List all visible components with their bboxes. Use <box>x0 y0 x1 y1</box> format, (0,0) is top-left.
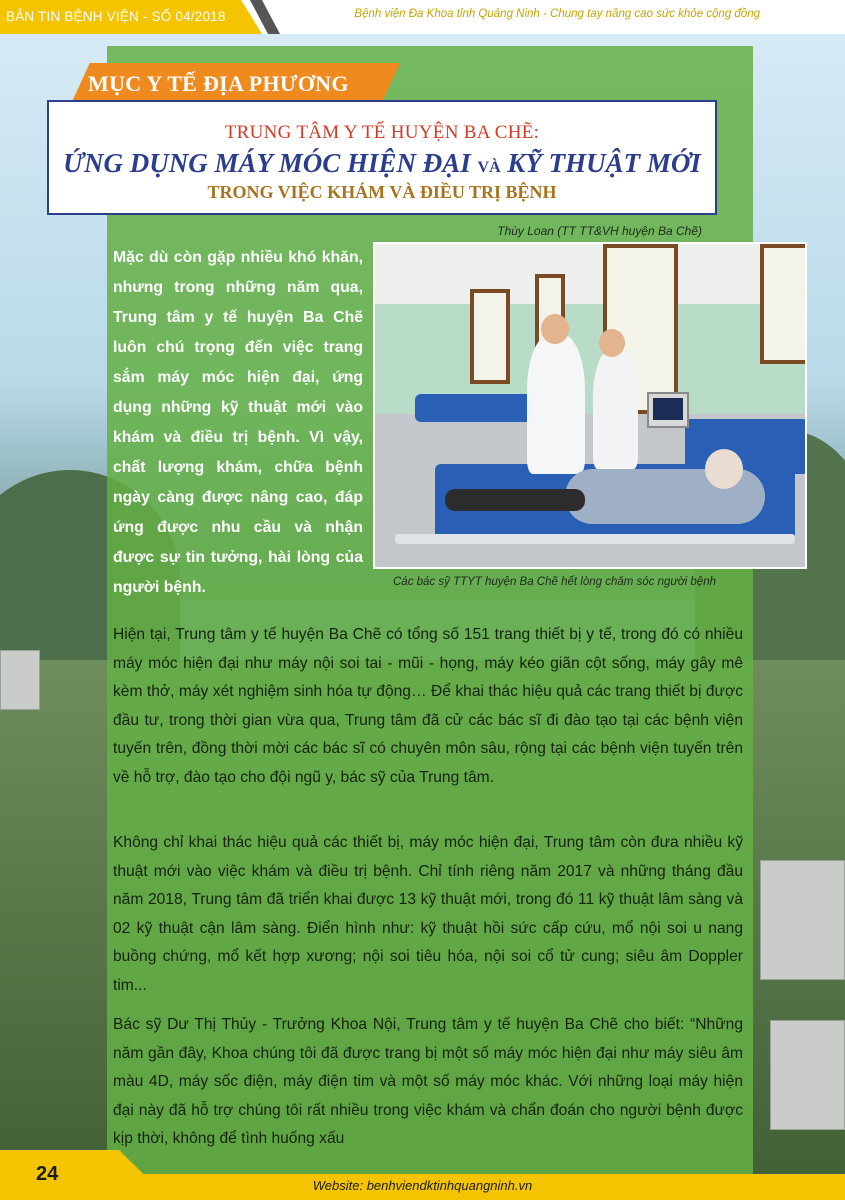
newsletter-title: BẢN TIN BỆNH VIỆN - SỐ 04/2018 <box>6 9 226 24</box>
background-building <box>770 1020 845 1130</box>
background-building <box>0 650 40 710</box>
header-tagline: Bệnh viện Đa Khoa tỉnh Quảng Ninh - Chung tay nâng cao sức khỏe cộng đồng <box>354 8 760 20</box>
article-author: Thùy Loan (TT TT&VH huyện Ba Chẽ) <box>497 224 702 238</box>
photo-window <box>470 289 510 384</box>
article-paragraph-3: Bác sỹ Dư Thị Thủy - Trưởng Khoa Nội, Trung tâm y tế huyện Ba Chẽ cho biết: “Những năm gần đây, Khoa chúng tôi đã được trang bị một số máy móc hiện đại như máy siêu âm màu 4D, máy sốc điện, máy điện tim và một số máy móc khác. Với những loại máy hiện đại này đã hỗ trợ chúng tôi rất nhiều trong việc khám và chẩn đoán cho người bệnh được kịp thời, không để tình huống xấu <box>113 1016 743 1147</box>
content-panel <box>107 46 753 1174</box>
article-paragraph-1: Hiện tại, Trung tâm y tế huyện Ba Chẽ có tổng số 151 trang thiết bị y tế, trong đó có nhiều máy móc hiện đại như máy nội soi tai - mũi - họng, máy kéo giãn cột sống, máy gây mê kèm thở, máy xét nghiệm sinh hóa tự động… Để khai thác hiệu quả các trang thiết bị được đầu tư, trong thời gian vừa qua, Trung tâm đã cử các bác sĩ đi đào tạo tại các bệnh viện tuyến trên, đồng thời mời các bác sĩ có chuyên môn sâu, rộng tại các bệnh viện tuyến trên về hỗ trợ, đào tạo cho đội ngũ y, bác sỹ của Trung tâm. <box>113 626 743 786</box>
page-number: 24 <box>36 1163 59 1185</box>
article-title-part-c: KỸ THUẬT MỚI <box>507 148 701 178</box>
article-title-part-b: VÀ <box>477 159 501 176</box>
photo-doctor <box>593 349 638 469</box>
photo-patient-legs <box>445 489 585 511</box>
photo-doctor-head <box>599 329 625 357</box>
article-title-line1: TRUNG TÂM Y TẾ HUYỆN BA CHẼ: <box>224 122 540 143</box>
photo-patient-head <box>705 449 743 489</box>
photo-nurse-head <box>541 314 569 344</box>
photo-window <box>760 244 807 364</box>
photo-monitor <box>647 392 689 428</box>
background-building <box>760 860 845 980</box>
article-title-line3: TRONG VIỆC KHÁM VÀ ĐIỀU TRỊ BỆNH <box>207 182 557 202</box>
section-title: MỤC Y TẾ ĐỊA PHƯƠNG <box>88 71 349 96</box>
article-title-line2 <box>49 148 715 179</box>
article-paragraph-2: Không chỉ khai thác hiệu quả các thiết bị, máy móc hiện đại, Trung tâm còn đưa nhiều kỹ thuật mới vào việc khám và điều trị bệnh. Chỉ tính riêng năm 2017 và những tháng đầu năm 2018, Trung tâm đã triển khai được 13 kỹ thuật mới, trong đó 11 kỹ thuật lâm sàng và 02 kỹ thuật cận lâm sàng. Điển hình như: kỹ thuật hồi sức cấp cứu, mổ nội soi u nang buồng chứng, mổ kết hợp xương; nội soi tiêu hóa, nội soi cổ tử cung; siêu âm Doppler tim... <box>113 834 743 994</box>
article-lead: Mặc dù còn gặp nhiều khó khăn, nhưng trong những năm qua, Trung tâm y tế huyện Ba Chẽ luôn chú trọng đến việc trang sắm máy móc hiện đại, ứng dụng những kỹ thuật mới vào khám và điều trị bệnh. Vì vậy, chất lượng khám, chữa bệnh ngày càng được nâng cao, đáp ứng được nhu cầu và nhận được sự tin tưởng, hài lòng của người bệnh. <box>113 249 363 596</box>
article-title-box <box>47 100 717 215</box>
article-photo <box>373 242 807 569</box>
photo-caption: Các bác sỹ TTYT huyện Ba Chẽ hết lòng chăm sóc người bệnh <box>393 576 716 588</box>
photo-bed-rail <box>395 534 795 544</box>
footer-website: Website: benhviendktinhquangninh.vn <box>312 1178 533 1193</box>
photo-nurse <box>527 334 585 474</box>
article-title-part-a: ỨNG DỤNG MÁY MÓC HIỆN ĐẠI <box>63 148 471 178</box>
